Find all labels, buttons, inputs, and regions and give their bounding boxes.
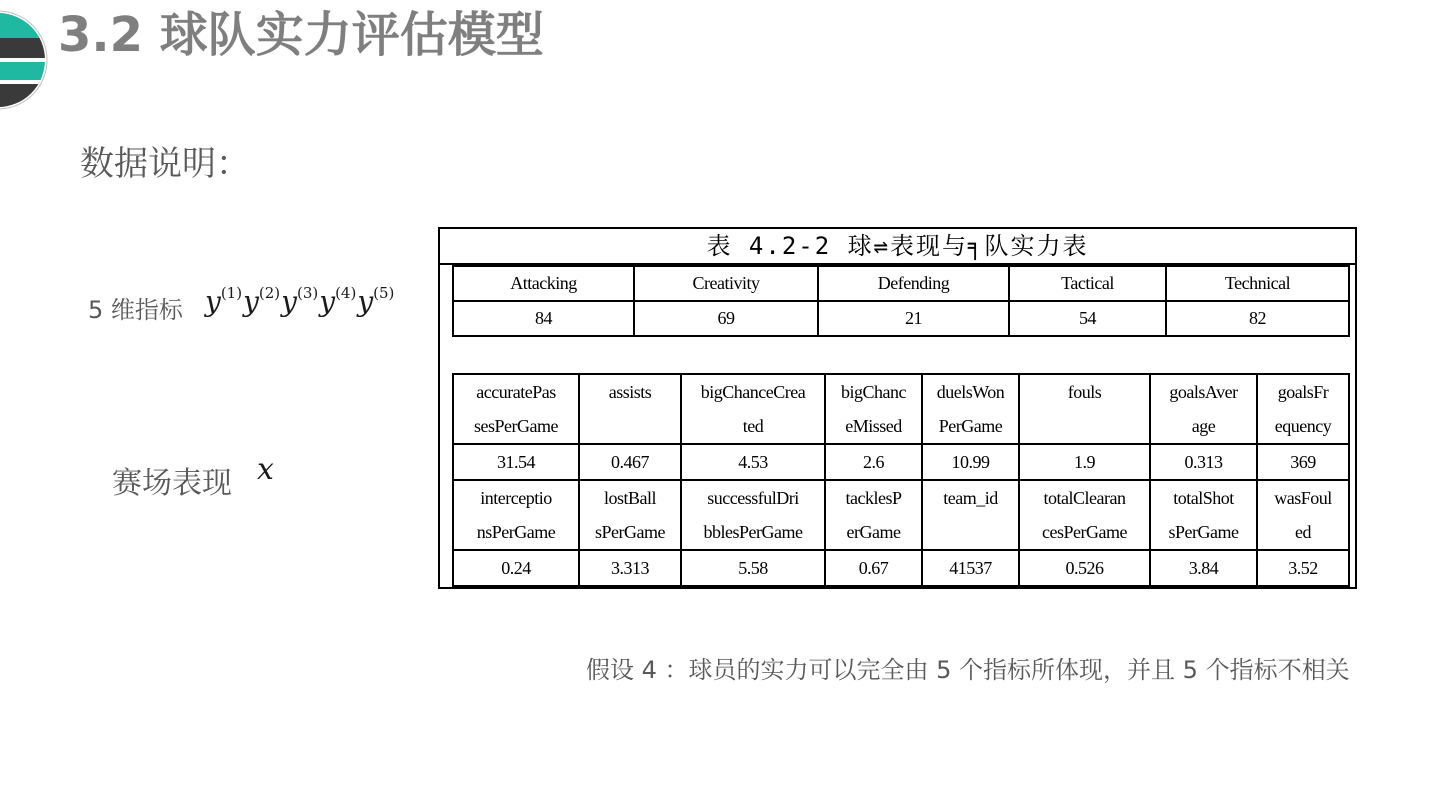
header-cell: totalClearan cesPerGame xyxy=(1019,480,1150,550)
value-cell: 0.313 xyxy=(1150,444,1257,480)
header-cell: assists xyxy=(579,374,681,444)
header-cell: duelsWon PerGame xyxy=(922,374,1019,444)
value-cell: 31.54 xyxy=(453,444,579,480)
value-cell: 2.6 xyxy=(825,444,922,480)
superscript-1: (1) xyxy=(220,284,243,302)
table-header-row xyxy=(453,266,1349,301)
value-cell: 0.526 xyxy=(1019,550,1150,586)
header-cell: goalsFr equency xyxy=(1257,374,1349,444)
value-cell: 84 xyxy=(453,301,634,336)
indicator-formula xyxy=(205,284,395,318)
value-cell: 3.84 xyxy=(1150,550,1257,586)
superscript-5: (5) xyxy=(373,284,395,302)
table-row xyxy=(453,550,1349,586)
header-cell: Technical xyxy=(1166,266,1349,301)
value-cell: 21 xyxy=(818,301,1009,336)
value-cell: 5.58 xyxy=(681,550,825,586)
table-header-row xyxy=(453,480,1349,550)
header-cell: lostBall sPerGame xyxy=(579,480,681,550)
header-cell: Tactical xyxy=(1009,266,1166,301)
assumption-note: 假设 4 ：球员的实力可以完全由 5 个指标所体现，并且 5 个指标不相关 xyxy=(586,656,1350,684)
value-cell: 41537 xyxy=(922,550,1019,586)
value-cell: 0.24 xyxy=(453,550,579,586)
value-cell: 369 xyxy=(1257,444,1349,480)
header-cell: Attacking xyxy=(453,266,634,301)
performance-symbol: x xyxy=(257,452,274,487)
y-symbol: y xyxy=(243,285,259,318)
superscript-2: (2) xyxy=(258,284,281,302)
header-cell: successfulDri bblesPerGame xyxy=(681,480,825,550)
table-caption: 表 4.2-2 球⇌表现与╕队实力表 xyxy=(440,229,1355,265)
header-cell: tacklesP erGame xyxy=(825,480,922,550)
page-title: 3.2 球队实力评估模型 xyxy=(58,7,544,63)
value-cell: 0.67 xyxy=(825,550,922,586)
header-cell: Creativity xyxy=(634,266,818,301)
table-header-row xyxy=(453,374,1349,444)
strength-table xyxy=(452,265,1350,337)
performance-table xyxy=(452,373,1350,587)
header-cell: Defending xyxy=(818,266,1009,301)
value-cell: 10.99 xyxy=(922,444,1019,480)
y-symbol: y xyxy=(281,285,297,318)
value-cell: 3.313 xyxy=(579,550,681,586)
performance-label: 赛场表现 xyxy=(112,466,232,501)
table-row xyxy=(453,301,1349,336)
value-cell: 4.53 xyxy=(681,444,825,480)
y-symbol: y xyxy=(357,285,374,318)
value-cell: 82 xyxy=(1166,301,1349,336)
header-cell: wasFoul ed xyxy=(1257,480,1349,550)
header-cell: interceptio nsPerGame xyxy=(453,480,579,550)
header-cell: bigChanc eMissed xyxy=(825,374,922,444)
value-cell: 1.9 xyxy=(1019,444,1150,480)
header-cell: fouls xyxy=(1019,374,1150,444)
superscript-3: (3) xyxy=(296,284,319,302)
header-cell: goalsAver age xyxy=(1150,374,1257,444)
y-symbol: y xyxy=(205,285,221,318)
value-cell: 54 xyxy=(1009,301,1166,336)
data-table-image xyxy=(438,227,1357,589)
data-description-heading: 数据说明： xyxy=(80,144,250,184)
header-cell: team_id xyxy=(922,480,1019,550)
value-cell: 69 xyxy=(634,301,818,336)
superscript-4: (4) xyxy=(335,284,357,302)
y-symbol: y xyxy=(319,285,336,318)
section-logo-icon xyxy=(0,10,48,110)
header-cell: bigChanceCrea ted xyxy=(681,374,825,444)
value-cell: 3.52 xyxy=(1257,550,1349,586)
table-row xyxy=(453,444,1349,480)
header-cell: totalShot sPerGame xyxy=(1150,480,1257,550)
value-cell: 0.467 xyxy=(579,444,681,480)
indicator-label: 5 维指标 xyxy=(88,296,183,324)
header-cell: accuratePas sesPerGame xyxy=(453,374,579,444)
